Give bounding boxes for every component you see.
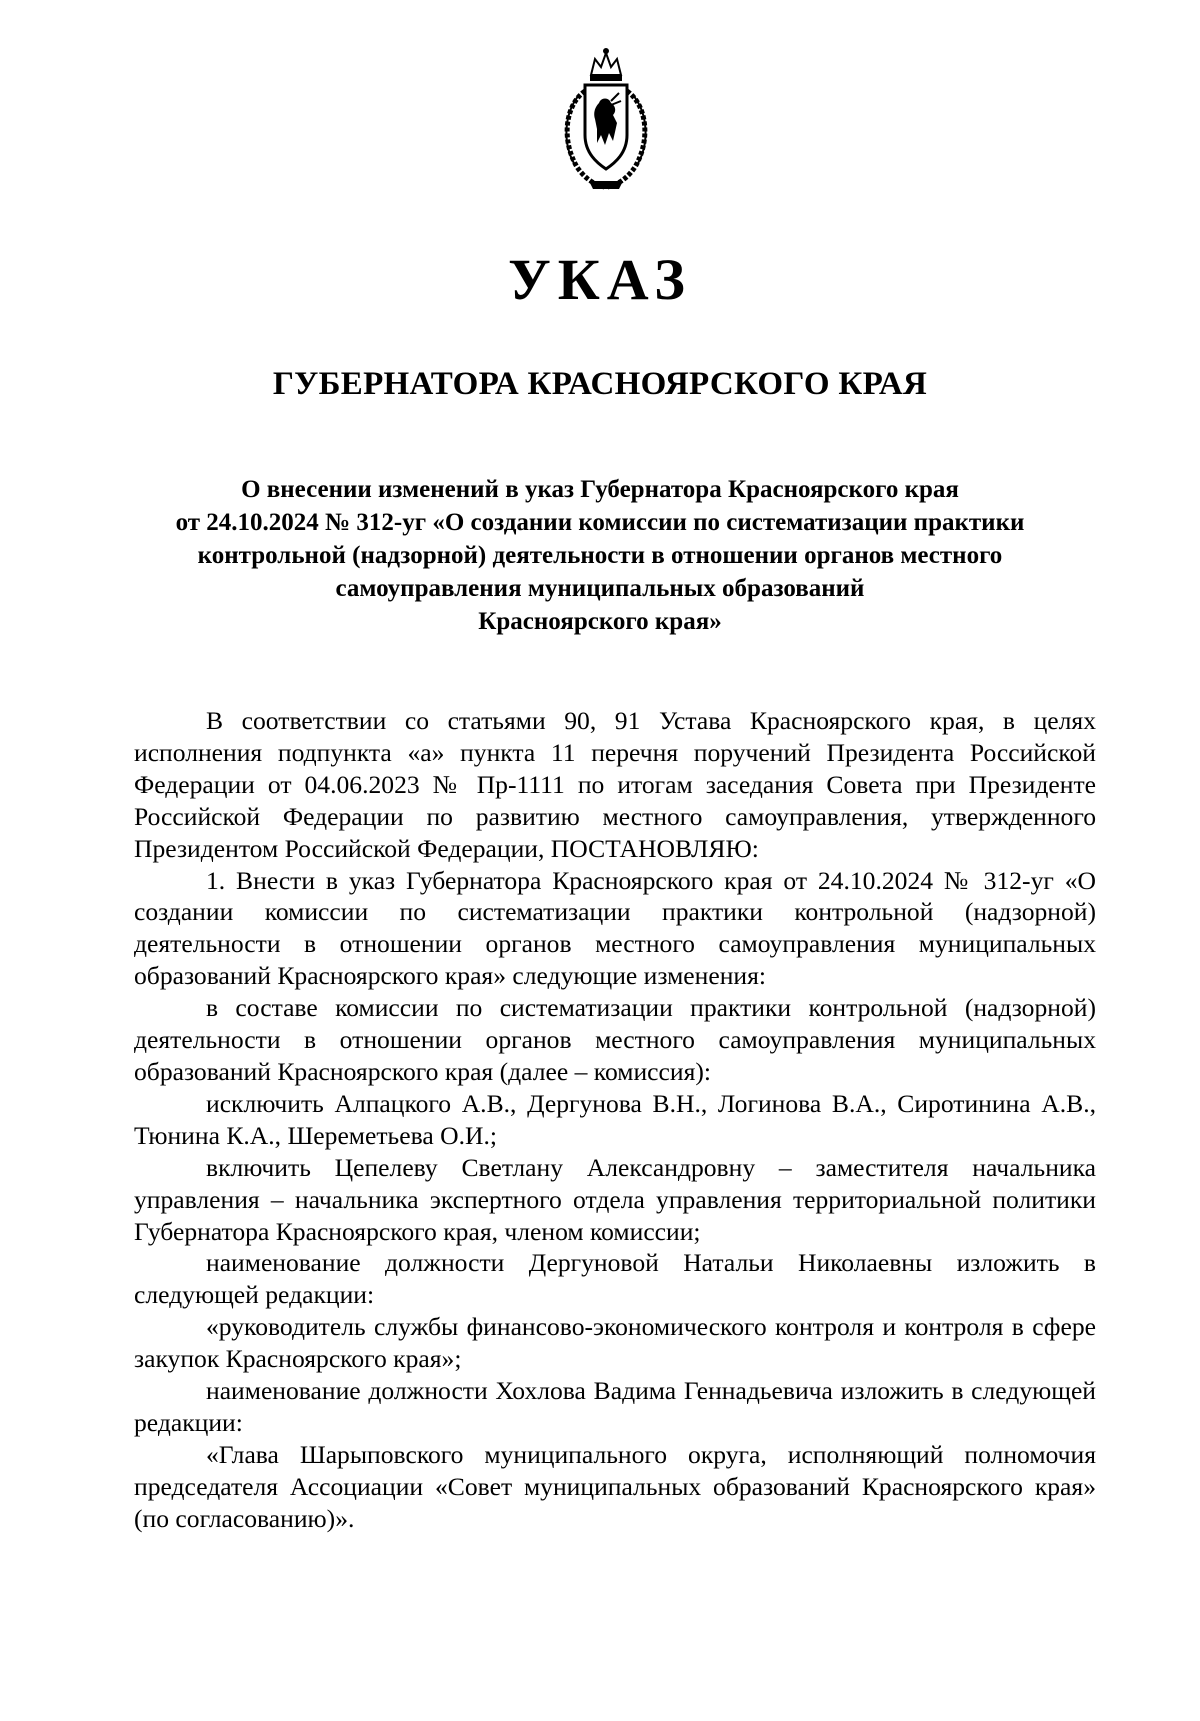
decree-body — [134, 705, 1096, 1535]
body-paragraph: «руководитель службы финансово-экономического контроля и контроля в сфере закупок Красноярского края»; — [134, 1312, 1096, 1374]
body-paragraph: исключить Алпацкого А.В., Дергунова В.Н., Логинова В.А., Сиротинина А.В., Тюнина К.А., Шереметьева О.И.; — [134, 1088, 1096, 1150]
body-paragraph: в составе комиссии по систематизации практики контрольной (надзорной) деятельности в отношении органов местного самоуправления муниципальных образований Красноярского края (далее – комиссия): — [134, 993, 1096, 1086]
document-title: УКАЗ — [508, 247, 692, 312]
subject-line: Красноярского края» — [478, 608, 722, 635]
body-paragraph: В соответствии со статьями 90, 91 Устава Красноярского края, в целях исполнения подпункта «а» пункта 11 перечня поручений Президента Российской Федерации от 04.06.2023 № Пр-1111 по итогам заседания Совета при Президенте Российской Федерации по развитию местного самоуправления, утвержденного Президентом Российской Федерации, ПОСТАНОВЛЯЮ: — [134, 706, 1096, 863]
body-paragraph: 1. Внести в указ Губернатора Красноярского края от 24.10.2024 № 312-уг «О создании комиссии по систематизации практики контрольной (надзорной) деятельности в отношении органов местного самоуправления муниципальных образований Красноярского края» следующие изменения: — [134, 865, 1096, 991]
body-paragraph: «Глава Шарыповского муниципального округа, исполняющий полномочия председателя Ассоциации «Совет муниципальных образований Красноярского края» (по согласованию)». — [134, 1439, 1096, 1533]
issuer-heading: ГУБЕРНАТОРА КРАСНОЯРСКОГО КРАЯ — [272, 366, 928, 402]
decree-subject — [120, 473, 1080, 638]
coat-of-arms-icon — [555, 45, 657, 193]
subject-line: О внесении изменений в указ Губернатора Красноярского края — [241, 476, 959, 503]
subject-line: от 24.10.2024 № 312-уг «О создании комиссии по систематизации практики — [175, 509, 1025, 536]
body-paragraph: включить Цепелеву Светлану Александровну – заместителя начальника управления – начальника экспертного отдела управления территориальной политики Губернатора Красноярского края, членом комиссии; — [134, 1152, 1096, 1246]
body-paragraph: наименование должности Хохлова Вадима Геннадьевича изложить в следующей редакции: — [134, 1376, 1096, 1437]
subject-line: контрольной (надзорной) деятельности в отношении органов местного — [197, 542, 1003, 569]
subject-line: самоуправления муниципальных образований — [335, 575, 865, 602]
body-paragraph: наименование должности Дергуновой Натальи Николаевны изложить в следующей редакции: — [134, 1248, 1096, 1310]
